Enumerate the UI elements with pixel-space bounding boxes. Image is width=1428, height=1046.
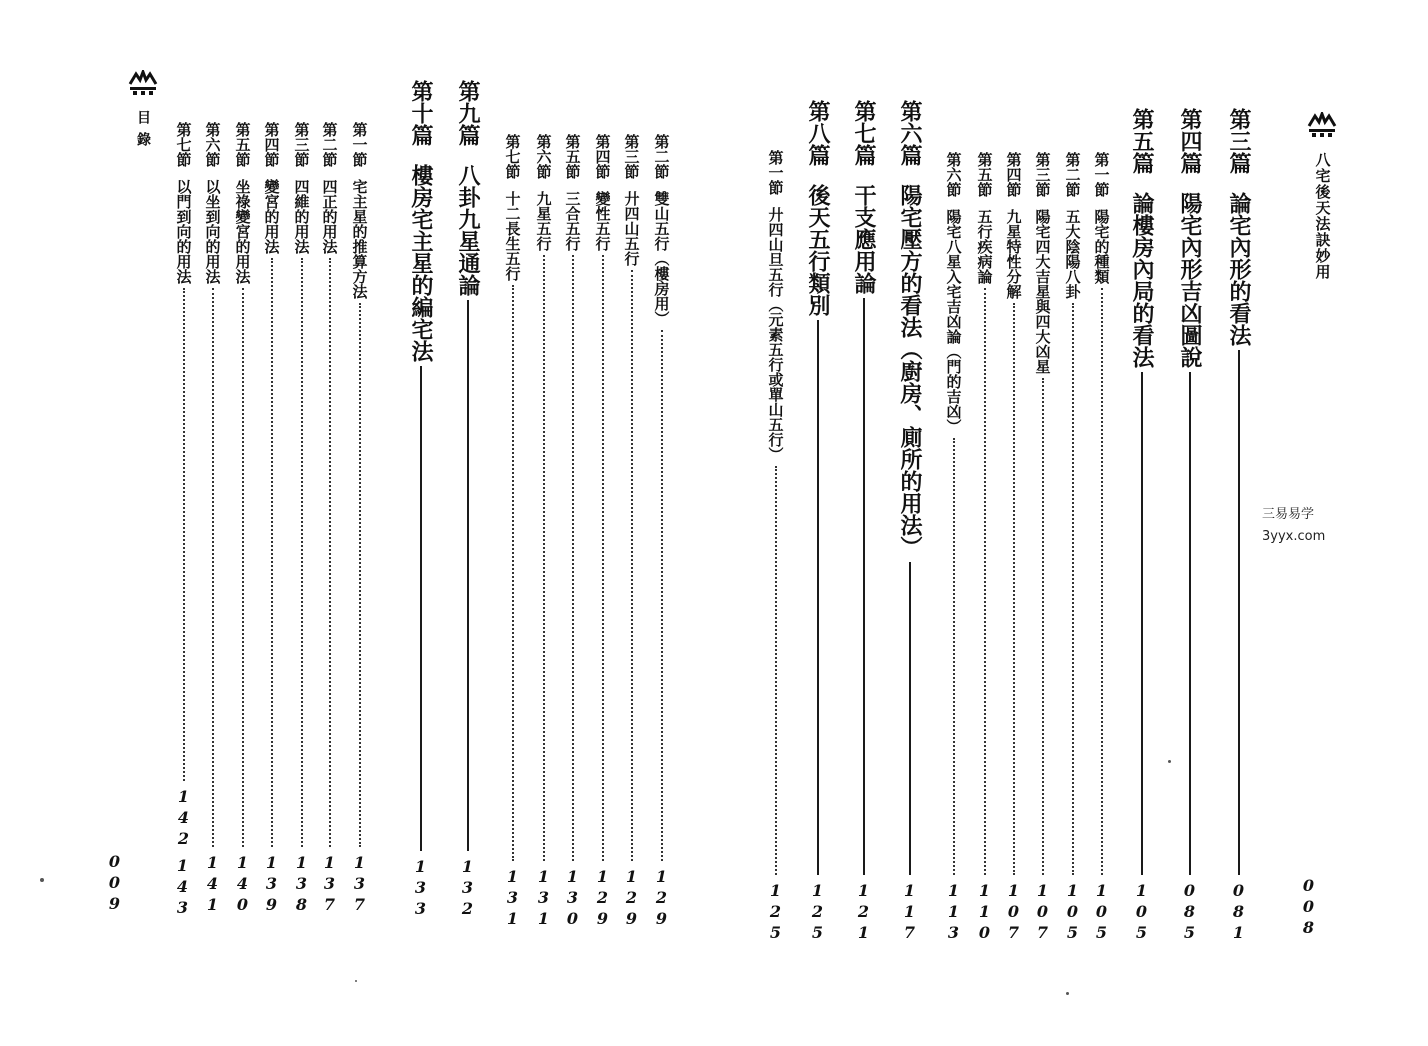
entry-title: 陽宅壓方的看法（廚房、廁所的用法） (897, 184, 922, 558)
leader-line (1128, 372, 1154, 875)
leader-line (804, 320, 830, 875)
toc-chapter-entry (407, 80, 433, 920)
entry-label: 第四節 (1004, 152, 1023, 197)
dot-leader (1004, 303, 1022, 875)
mountain-logo-icon (1307, 112, 1337, 138)
entry-label: 第四節 (262, 122, 281, 167)
entry-page-number: 117 (900, 881, 919, 944)
toc-section-entry (975, 152, 993, 944)
entry-page-number: 110 (975, 881, 994, 944)
scan-speck (1066, 992, 1069, 995)
entry-label: 第三節 (292, 122, 311, 167)
entry-page-number: 129 (593, 867, 612, 930)
dot-leader (622, 270, 640, 861)
entry-label: 第三節 (622, 134, 641, 179)
entry-title: 雙山五行（樓房用） (652, 191, 671, 326)
entry-page-number: 107 (1004, 881, 1023, 944)
leader-line (1225, 350, 1251, 875)
dot-leader (320, 258, 338, 847)
toc-section-entry (1092, 152, 1110, 944)
dot-leader (652, 330, 670, 861)
entry-page-number: 130 (563, 867, 582, 930)
entry-page-number: 131 (534, 867, 553, 930)
entry-page-number: 137 (320, 853, 339, 916)
entry-label: 第五節 (563, 134, 582, 179)
toc-section-entry (593, 134, 611, 930)
entry-page-number: 113 (944, 881, 963, 944)
running-title: 八宅後天法訣妙用 (1313, 152, 1332, 280)
entry-label: 第四節 (593, 134, 612, 179)
entry-label: 第六節 (944, 152, 963, 197)
leader-line (454, 300, 480, 851)
entry-label: 第七節 (174, 122, 193, 167)
running-title: 目錄 (135, 110, 151, 154)
entry-label: 第五篇 (1129, 108, 1154, 174)
dot-leader (593, 255, 611, 861)
watermark-line-2: 3yyx.com (1262, 529, 1326, 544)
entry-label: 第十篇 (408, 80, 433, 146)
entry-page-number: 139 (262, 853, 281, 916)
entry-title: 變性五行 (593, 191, 612, 251)
entry-title: 五行疾病論 (975, 209, 994, 284)
dot-leader (563, 255, 581, 861)
entry-label: 第四篇 (1177, 108, 1202, 174)
scan-speck (40, 878, 44, 882)
leader-line (850, 298, 876, 875)
entry-page-number: 081 (1229, 881, 1248, 944)
entry-page-number: 105 (1092, 881, 1111, 944)
entry-page-number: 138 (292, 853, 311, 916)
dot-leader (203, 288, 221, 847)
entry-page-number: 125 (766, 881, 785, 944)
entry-label: 第六節 (534, 134, 553, 179)
toc-section-entry (350, 122, 368, 916)
toc-section-entry (203, 122, 221, 916)
toc-section-entry (944, 152, 962, 944)
entry-label: 第七篇 (851, 100, 876, 166)
entry-title: 干支應用論 (851, 184, 876, 294)
entry-title: 四維的用法 (292, 179, 311, 254)
toc-chapter-entry (850, 100, 876, 944)
entry-label: 第六節 (203, 122, 222, 167)
entry-title: 以坐到向的用法 (203, 179, 222, 284)
entry-title: 五大陰陽八卦 (1063, 209, 1082, 299)
leader-line (896, 562, 922, 875)
entry-label: 第一節 (1092, 152, 1111, 197)
toc-section-entry (174, 122, 192, 850)
entry-page-number: 131 (503, 867, 522, 930)
entry-page-number: 105 (1063, 881, 1082, 944)
toc-section-entry (766, 150, 784, 944)
entry-title: 陽宅的種類 (1092, 209, 1111, 284)
entry-title: 九星五行 (534, 191, 553, 251)
toc-section-entry (622, 134, 640, 930)
dot-leader (766, 466, 784, 875)
entry-page-number: 141 (203, 853, 222, 916)
entry-page-number: 140 (233, 853, 252, 916)
toc-section-entry (534, 134, 552, 930)
entry-title: 廾四山五行 (622, 191, 641, 266)
entry-page-number: 132 (458, 857, 477, 920)
entry-label: 第一節 (350, 122, 369, 167)
entry-label: 第二節 (1063, 152, 1082, 197)
dot-leader (1033, 378, 1051, 875)
entry-title: 樓房宅主星的編宅法 (408, 164, 433, 362)
site-watermark (1262, 504, 1325, 548)
entry-page-number: 137 (350, 853, 369, 916)
toc-section-entry (262, 122, 280, 916)
toc-section-entry (503, 134, 521, 930)
toc-section-entry (292, 122, 310, 916)
scan-speck (1168, 760, 1171, 763)
entry-title: 宅主星的推算方法 (350, 179, 369, 299)
entry-title: 四正的用法 (320, 179, 339, 254)
entry-label: 第三節 (1033, 152, 1052, 197)
leader-line (1176, 372, 1202, 875)
entry-page-number: 129 (622, 867, 641, 930)
toc-chapter-entry (454, 80, 480, 920)
entry-title: 變宮的用法 (262, 179, 281, 254)
dot-leader (233, 288, 251, 847)
entry-title: 坐祿變宮的用法 (233, 179, 252, 284)
dot-leader (174, 288, 192, 781)
entry-page-number: 105 (1132, 881, 1151, 944)
toc-section-entry (652, 134, 670, 930)
toc-chapter-entry (804, 100, 830, 944)
entry-label: 第五節 (975, 152, 994, 197)
entry-title: 廾四山旦五行（元素五行或單山五行） (766, 207, 785, 462)
mountain-logo-icon (128, 70, 158, 96)
entry-title: 論宅內形的看法 (1226, 192, 1251, 346)
page-folio: 009 (105, 852, 124, 915)
entry-title: 陽宅內形吉凶圖說 (1177, 192, 1202, 368)
toc-section-entry (563, 134, 581, 930)
dot-leader (1092, 288, 1110, 875)
entry-page-number: 085 (1180, 881, 1199, 944)
dot-leader (262, 258, 280, 847)
dot-leader (944, 438, 962, 875)
extra-page-number: 143 (173, 856, 192, 919)
toc-chapter-entry (1225, 108, 1251, 944)
dot-leader (975, 288, 993, 875)
entry-title: 九星特性分解 (1004, 209, 1023, 299)
entry-title: 論樓房內局的看法 (1129, 192, 1154, 368)
entry-title: 以門到向的用法 (174, 179, 193, 284)
scan-speck (355, 980, 357, 982)
entry-label: 第八篇 (805, 100, 830, 166)
watermark-line-1: 三易易学 (1262, 507, 1315, 522)
right-page-header (1304, 112, 1340, 280)
toc-section-entry (1033, 152, 1051, 944)
entry-page-number: 142 (174, 787, 193, 850)
entry-label: 第二節 (652, 134, 671, 179)
entry-label: 第一節 (766, 150, 785, 195)
entry-page-number: 121 (854, 881, 873, 944)
entry-title: 八卦九星通論 (455, 164, 480, 296)
toc-chapter-entry (896, 100, 922, 944)
toc-section-entry (1063, 152, 1081, 944)
toc-section-entry (1004, 152, 1022, 944)
left-page-header (125, 70, 161, 154)
dot-leader (1063, 303, 1081, 875)
toc-section-entry (320, 122, 338, 916)
dot-leader (534, 255, 552, 861)
entry-label: 第六篇 (897, 100, 922, 166)
entry-title: 三合五行 (563, 191, 582, 251)
entry-page-number: 129 (652, 867, 671, 930)
entry-label: 第三篇 (1226, 108, 1251, 174)
page-folio: 008 (1299, 876, 1318, 939)
entry-title: 後天五行類別 (805, 184, 830, 316)
dot-leader (503, 285, 521, 861)
entry-page-number: 133 (411, 857, 430, 920)
entry-label: 第九篇 (455, 80, 480, 146)
dot-leader (350, 303, 368, 847)
entry-label: 第七節 (503, 134, 522, 179)
entry-label: 第二節 (320, 122, 339, 167)
entry-label: 第五節 (233, 122, 252, 167)
entry-page-number: 107 (1033, 881, 1052, 944)
entry-title: 陽宅八星入宅吉凶論（門的吉凶） (944, 209, 963, 434)
toc-chapter-entry (1128, 108, 1154, 944)
toc-chapter-entry (1176, 108, 1202, 944)
entry-title: 十二長生五行 (503, 191, 522, 281)
entry-page-number: 125 (808, 881, 827, 944)
entry-title: 陽宅四大吉星與四大凶星 (1033, 209, 1052, 374)
dot-leader (292, 258, 310, 847)
leader-line (407, 366, 433, 851)
toc-section-entry (233, 122, 251, 916)
